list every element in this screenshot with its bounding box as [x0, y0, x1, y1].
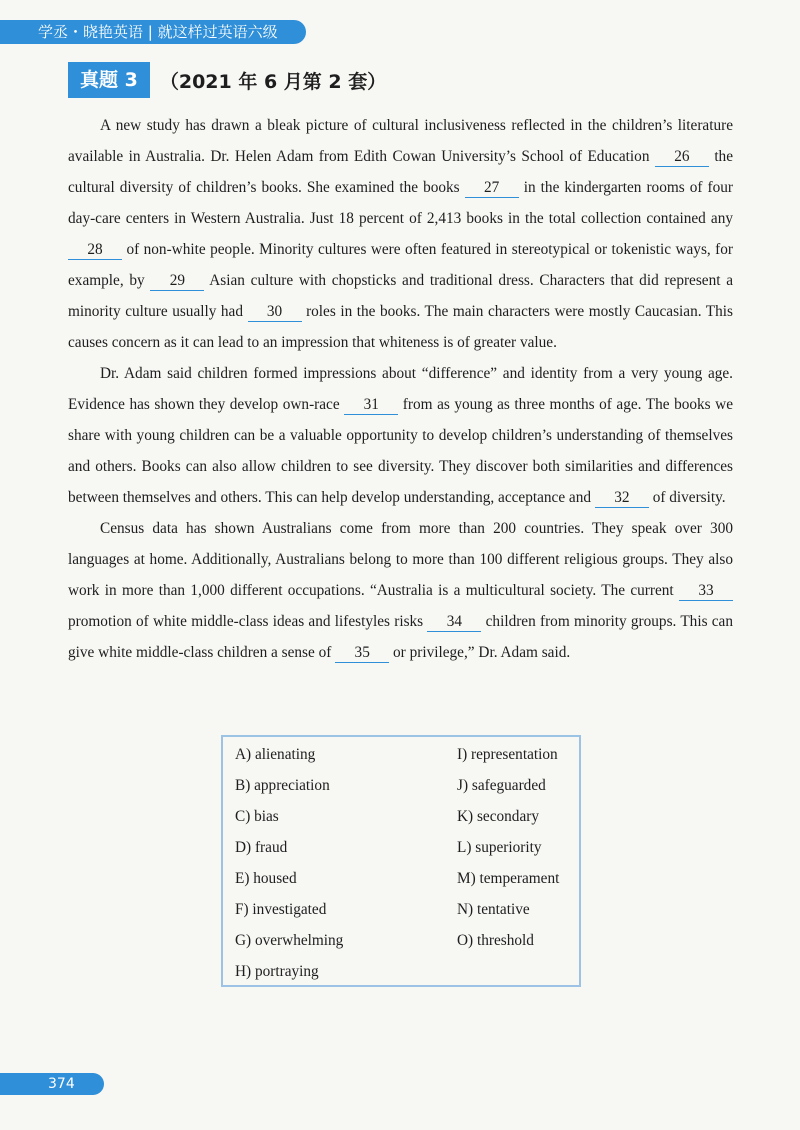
option-i: I) representation — [457, 746, 558, 763]
word-bank-box — [221, 735, 581, 987]
option-c: C) bias — [235, 808, 279, 825]
text-span: A new study has drawn a bleak picture of cultural inclusiveness reflected in the children’s literature available in Australia. Dr. Helen Adam from Edith Cowan University’s School of Education — [68, 117, 733, 165]
title-subtitle: （2021 年 6 月第 2 套） — [159, 70, 387, 93]
paragraph-3 — [68, 513, 733, 668]
text-span: from as young as three months of age. The books we share with young children can be a valuable opportunity to develop children’s understanding of themselves and others. Books can also allow children to see diversity. They discover both similarities and differences between themselves and others. This can help develop understanding, acceptance and — [68, 396, 734, 506]
paragraph-1 — [68, 110, 733, 358]
blank-31: 31 — [344, 396, 398, 415]
text-span: roles in the books. The main characters were mostly Caucasian. This causes concern as it can lead to an impression that whiteness is of greater value. — [68, 303, 734, 351]
option-m: M) temperament — [457, 870, 560, 887]
passage — [68, 110, 733, 668]
option-j: J) safeguarded — [457, 777, 546, 794]
option-l: L) superiority — [457, 839, 542, 856]
text-span: in the kindergarten rooms of four day-care centers in Western Australia. Just 18 percent of 2,413 books in the total collection contained any — [68, 179, 734, 227]
option-g: G) overwhelming — [235, 932, 344, 949]
option-h: H) portraying — [235, 963, 319, 980]
book-series-banner: 学丞・晓艳英语 | 就这样过英语六级 — [0, 20, 306, 44]
text-span: promotion of white middle-class ideas and lifestyles risks — [68, 613, 424, 630]
option-empty — [457, 956, 582, 987]
text-span: Dr. Adam said children formed impressions about “difference” and identity from a very young age. Evidence has shown they develop own-race — [68, 365, 733, 413]
text-span: Census data has shown Australians come from more than 200 countries. They speak over 300 languages at home. Additionally, Australians belong to more than 100 different religious groups. They also work in more than 1,000 different occupations. “Australia is a multicultural society. The current — [68, 520, 733, 599]
blank-30: 30 — [248, 303, 302, 322]
blank-35: 35 — [335, 644, 389, 663]
option-d: D) fraud — [235, 839, 288, 856]
title-tag: 真题 3 — [68, 62, 150, 98]
option-f: F) investigated — [235, 901, 327, 918]
text-span: Asian culture with chopsticks and traditional dress. Characters that did represent a minority culture usually had — [68, 272, 733, 320]
blank-28: 28 — [68, 241, 122, 260]
paragraph-2 — [68, 358, 733, 513]
blank-27: 27 — [465, 179, 519, 198]
page-number: 374 — [0, 1073, 104, 1095]
blank-34: 34 — [427, 613, 481, 632]
blank-33: 33 — [679, 582, 733, 601]
text-span: of non-white people. Minority cultures were often featured in stereotypical or tokenistic ways, for example, by — [68, 241, 734, 289]
word-bank-grid — [235, 739, 582, 987]
text-span: or privilege,” Dr. Adam said. — [393, 644, 571, 661]
text-span: children from minority groups. This can give white middle-class children a sense of — [68, 613, 733, 661]
blank-26: 26 — [655, 148, 709, 167]
option-n: N) tentative — [457, 901, 530, 918]
option-o: O) threshold — [457, 932, 534, 949]
text-span: of diversity. — [652, 489, 726, 506]
option-k: K) secondary — [457, 808, 539, 825]
blank-29: 29 — [150, 272, 204, 291]
blank-32: 32 — [595, 489, 649, 508]
section-title — [68, 62, 386, 98]
option-b: B) appreciation — [235, 777, 330, 794]
option-e: E) housed — [235, 870, 297, 887]
text-span: the cultural diversity of children’s books. She examined the books — [68, 148, 734, 196]
option-a: A) alienating — [235, 746, 316, 763]
